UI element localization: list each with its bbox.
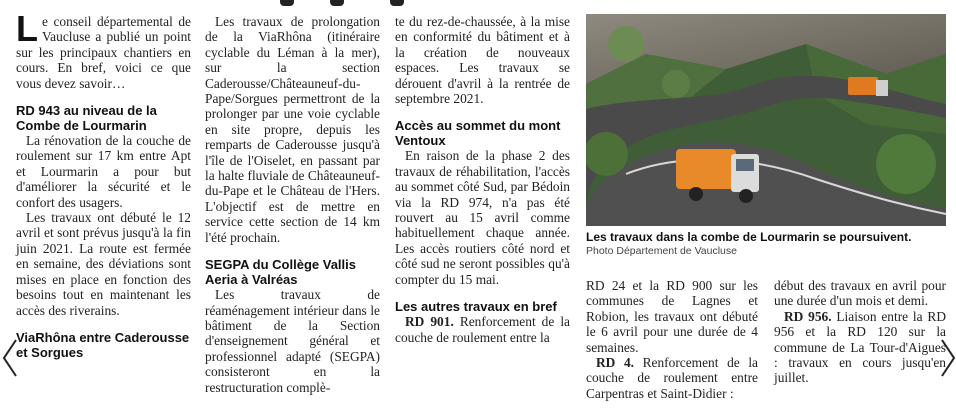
heading-rd943: RD 943 au niveau de la Combe de Lourmarin <box>16 103 157 134</box>
photo-credit: Photo Département de Vaucluse <box>586 245 737 257</box>
caption-title: Les travaux dans la combe de Lourmarin se poursuivent. <box>586 230 912 244</box>
paragraph-text: Liaison entre la RD 956 et la RD 120 sur la commune de La Tour-d'Aigues : travaux en cours jusqu'en juillet. <box>774 308 946 386</box>
chevron-left-icon <box>2 338 18 378</box>
paragraph: Les travaux de réaménagement intérieur dans le bâtiment de la Section d'enseignement général et professionnel adapté (SEGPA) consisteront en la restructuration complè- <box>205 287 380 395</box>
paragraph <box>774 309 946 386</box>
road-label: RD 901. <box>405 314 454 330</box>
article-column-2 <box>205 14 380 395</box>
lead-paragraph <box>16 8 191 91</box>
paragraph: En raison de la phase 2 des travaux de réhabilitation, l'accès au sommet côté Sud, par Bédoin via la RD 974, n'a pas été rouvert au 15 avril comme habituellement chaque année. Les accès routiers côté nord et côté sud ne seront possibles qu'à compter du 15 mai. <box>395 148 570 287</box>
paragraph: Les travaux de prolongation de la ViaRhôna (itinéraire cyclable du Léman à la mer), sur la section Caderousse/Châteauneuf-du-Pape/Sorgues permettront de la prolonger par une voie cyclable en site propre, depuis les remparts de Caderousse jusqu'à l'île de l'Oiselet, en passant par la halte fluviale de Châteauneuf-du-Pape et le Château de l'Hers. L'objectif est de mettre en service cette section de 14 km l'été prochain. <box>205 14 380 245</box>
heading-viarhona: ViaRhôna entre Caderousse et Sorgues <box>16 329 190 360</box>
paragraph-text: Renforcement de la couche de roulement entre la <box>395 314 570 345</box>
article-column-4 <box>586 278 758 401</box>
heading-autres-travaux: Les autres travaux en bref <box>395 299 557 315</box>
paragraph: La rénovation de la couche de roulement sur 17 km entre Apt et Lourmarin a pour but d'améliorer la sécurité et le confort des usagers. <box>16 133 191 210</box>
paragraph <box>395 314 570 345</box>
road-label: RD 956. <box>784 308 832 324</box>
paragraph <box>586 355 758 401</box>
next-page-button[interactable] <box>940 338 956 378</box>
prev-page-button[interactable] <box>2 338 18 378</box>
road-works-photo <box>586 14 946 226</box>
headline-fragment <box>270 0 450 6</box>
article-column-5 <box>774 278 946 386</box>
road-label: RD 4. <box>596 355 634 371</box>
paragraph: Les travaux ont débuté le 12 avril et sont prévus jusqu'à la fin juin 2021. La route est fermée en semaine, des déviations sont mises en place en fonction des besoins tout en maintenant les accès des riverains. <box>16 210 191 318</box>
chevron-right-icon <box>940 338 956 378</box>
paragraph: RD 24 et la RD 900 sur les communes de Lagnes et Robion, les travaux ont débuté le 6 avril pour une durée de 4 semaines. <box>586 278 758 355</box>
photo-caption <box>586 230 946 258</box>
article-column-1 <box>16 8 191 360</box>
drop-cap: L <box>16 8 38 49</box>
lead-text: e conseil départemental de Vaucluse a publié un point sur les principaux chantiers en cours. En bref, voici ce que vous devez savoir… <box>16 14 191 91</box>
article-column-3 <box>395 14 570 345</box>
heading-segpa: SEGPA du Collège Vallis Aeria à Valréas <box>205 257 356 288</box>
paragraph-text: Renforcement de la couche de roulement entre Carpentras et Saint-Didier : <box>586 355 758 401</box>
paragraph: te du rez-de-chaussée, à la mise en conformité du bâtiment et à la création de nouveaux espaces. Les travaux se dérouent d'avril à la rentrée de septembre 2021. <box>395 14 570 107</box>
paragraph: début des travaux en avril pour une durée d'un mois et demi. <box>774 278 946 309</box>
heading-ventoux: Accès au sommet du mont Ventoux <box>395 118 561 149</box>
photo-illustration <box>586 14 946 226</box>
